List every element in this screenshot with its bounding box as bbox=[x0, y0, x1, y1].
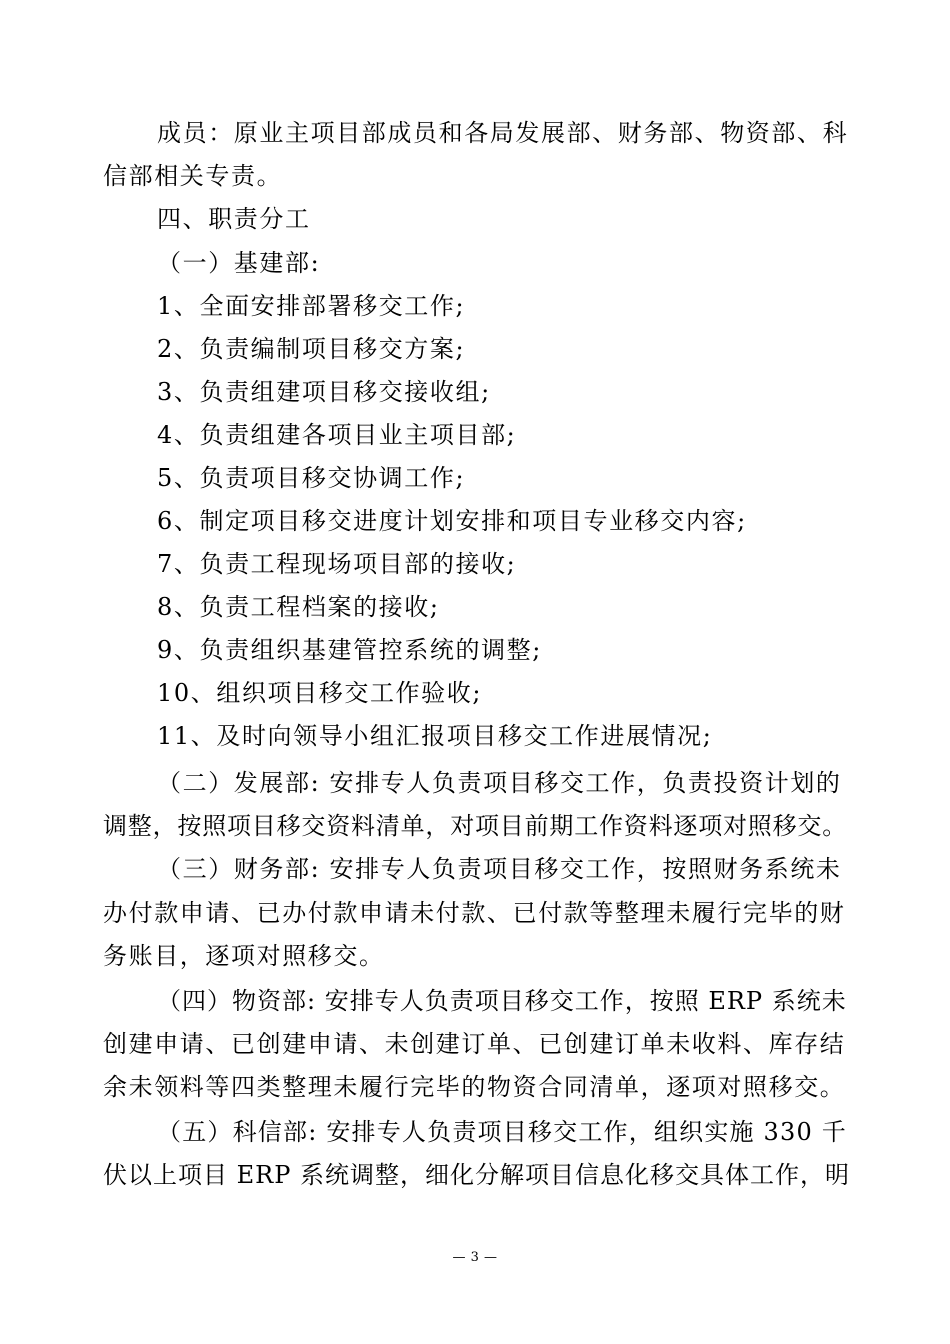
paragraph-line: 办付款申请、已办付款申请未付款、已付款等整理未履行完毕的财 bbox=[103, 899, 846, 927]
list-item: 6、制定项目移交进度计划安排和项目专业移交内容; bbox=[157, 507, 747, 535]
list-item: 11、及时向领导小组汇报项目移交工作进展情况; bbox=[157, 722, 713, 750]
list-item: 5、负责项目移交协调工作; bbox=[157, 464, 466, 492]
list-item: 10、组织项目移交工作验收; bbox=[157, 679, 483, 707]
paragraph-line: 创建申请、已创建申请、未创建订单、已创建订单未收料、库存结 bbox=[103, 1030, 846, 1058]
paragraph-line: （四）物资部: 安排专人负责项目移交工作，按照 ERP 系统未 bbox=[157, 987, 847, 1015]
paragraph-line: 务账目，逐项对照移交。 bbox=[103, 942, 385, 970]
paragraph-line: （二）发展部: 安排专人负责项目移交工作，负责投资计划的 bbox=[157, 769, 842, 797]
paragraph-line: 调整，按照项目移交资料清单，对项目前期工作资料逐项对照移交。 bbox=[103, 812, 847, 840]
text-line: 信部相关专责。 bbox=[103, 162, 283, 190]
paragraph-line: （三）财务部: 安排专人负责项目移交工作，按照财务系统未 bbox=[157, 855, 842, 883]
page-number: — 3 — bbox=[452, 1250, 498, 1265]
list-item: 2、负责编制项目移交方案; bbox=[157, 335, 466, 363]
list-item: 1、全面安排部署移交工作; bbox=[157, 292, 466, 320]
paragraph-line: 伏以上项目 ERP 系统调整，细化分解项目信息化移交具体工作，明 bbox=[103, 1161, 850, 1189]
section-heading: 四、职责分工 bbox=[157, 205, 311, 233]
list-item: 9、负责组织基建管控系统的调整; bbox=[157, 636, 542, 664]
paragraph-line: 余未领料等四类整理未履行完毕的物资合同清单，逐项对照移交。 bbox=[103, 1073, 846, 1101]
text-line: 成员：原业主项目部成员和各局发展部、财务部、物资部、科 bbox=[157, 119, 849, 147]
list-item: 8、负责工程档案的接收; bbox=[157, 593, 440, 621]
list-item: 3、负责组建项目移交接收组; bbox=[157, 378, 491, 406]
subsection-heading: （一）基建部: bbox=[157, 249, 321, 277]
list-item: 4、负责组建各项目业主项目部; bbox=[157, 421, 517, 449]
paragraph-line: （五）科信部: 安排专人负责项目移交工作，组织实施 330 千 bbox=[157, 1118, 847, 1146]
list-item: 7、负责工程现场项目部的接收; bbox=[157, 550, 517, 578]
